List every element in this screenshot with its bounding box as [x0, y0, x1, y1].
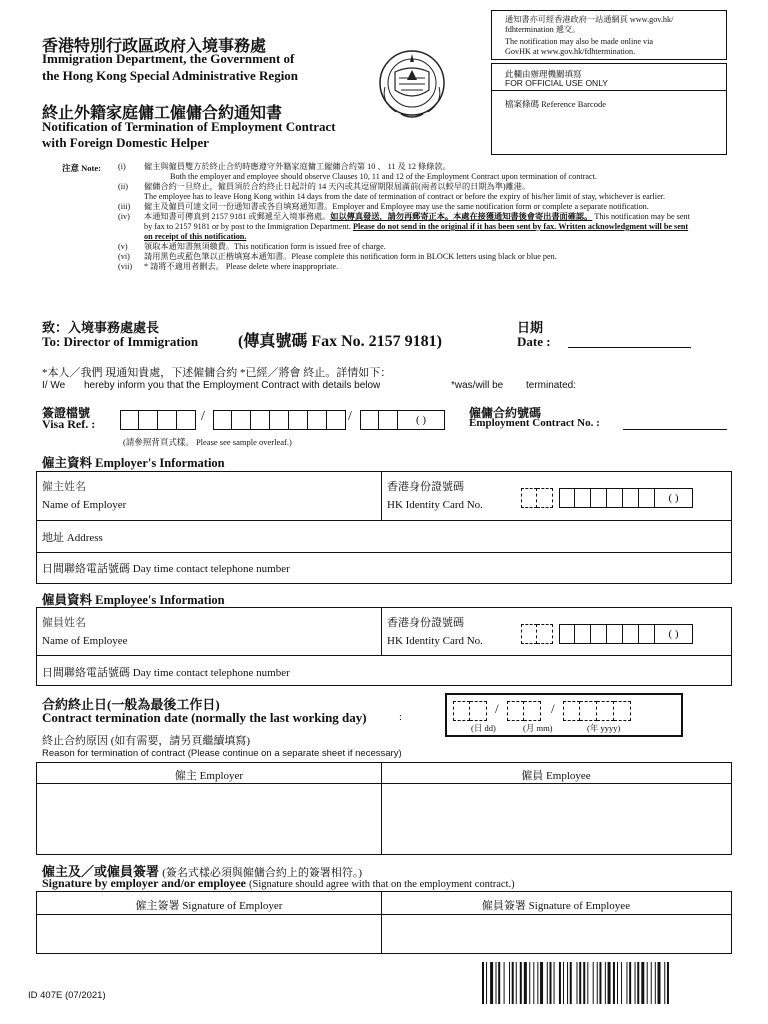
inform-statement-en1: I/ We — [42, 380, 66, 391]
online-note-en2: GovHK at www.gov.hk/fdhtermination. — [505, 47, 636, 56]
termination-date-colon: : — [399, 711, 403, 723]
fax-number: (傳真號碼 Fax No. 2157 9181) — [238, 333, 442, 350]
online-note-zh1: 通知書亦可經香港政府一站通網頁 www.gov.hk/ — [505, 15, 674, 24]
employer-address-field[interactable] — [117, 526, 717, 546]
signature-employee-header: 僱員簽署 Signature of Employee — [481, 900, 631, 912]
form-id: ID 407E (07/2021) — [28, 990, 106, 1001]
visa-ref-label-en: Visa Ref. : — [42, 417, 96, 431]
date-separator: / — [551, 701, 555, 716]
notes-label: 注意 Note: — [62, 163, 101, 173]
visa-ref-part1[interactable] — [120, 410, 196, 430]
employer-hkid-label-en: HK Identity Card No. — [387, 499, 483, 511]
employer-name-field[interactable] — [157, 494, 372, 512]
visa-ref-separator: / — [201, 409, 205, 424]
day-hint: (日 dd) — [471, 723, 496, 733]
employer-section-heading: 僱主資料 Employer's Information — [42, 456, 225, 470]
signature-heading-en: Signature by employer and/or employee (Signature should agree with that on the employment contract.) — [42, 876, 515, 890]
month-hint: (月 mm) — [523, 723, 553, 733]
employer-info-table — [36, 471, 732, 584]
termination-year[interactable] — [563, 701, 631, 721]
official-use-zh: 此欄由辦理機關填寫 — [505, 69, 582, 79]
online-note-en1: The notification may also be made online via — [505, 37, 654, 46]
reason-label-zh: 終止合約原因 (如有需要，請另頁繼續填寫) — [42, 735, 251, 747]
visa-ref-part2[interactable] — [213, 410, 346, 430]
department-name-chinese: 香港特別行政區政府入境事務處 — [42, 38, 267, 55]
inform-statement-en2: hereby inform you that the Employment Contract with details below — [84, 380, 381, 391]
employee-phone-label: 日間聯絡電話號碼 Day time contact telephone number — [42, 667, 290, 679]
contract-no-label-en: Employment Contract No. : — [469, 417, 600, 429]
employee-hkid-label-zh: 香港身份證號碼 — [387, 617, 464, 629]
hksar-emblem-icon — [371, 42, 453, 124]
reference-barcode-label: 檔案條碼 Reference Barcode — [505, 99, 607, 109]
contract-no-field[interactable] — [623, 428, 727, 430]
note-item: (ii) 僱傭合約一旦終止，僱員須於合約終止日起計的 14 天內或其逗留期限屆滿前(兩者以較早的日期為準)離港。 — [118, 182, 531, 191]
employee-name-label-en: Name of Employee — [42, 635, 128, 647]
employee-signature-field[interactable] — [384, 916, 728, 951]
department-name-english-line1: Immigration Department, the Government of — [42, 51, 295, 66]
termination-date-label-zh: 合約終止日(一般為最後工作日) — [42, 697, 220, 712]
employer-name-label-en: Name of Employer — [42, 499, 127, 511]
visa-ref-separator: / — [348, 409, 352, 424]
note-item: (iv) 本通知書可傳真到 2157 9181 或郵遞至入境事務處。如以傳真發送，請勿再郵寄正本。本處在接獲通知書後會寄出書面確認。 This notification may be sent by fax to 2157 9181 or by post to the Immigration Department. Please do not send in the original if it has been sent by fax. Written acknowledgment will be sent on receipt of this notification. — [118, 212, 690, 241]
employer-signature-field[interactable] — [39, 916, 379, 951]
date-label-zh: 日期 — [517, 320, 544, 335]
note-item: (vii) * 請將不適用者刪去。 Please delete where inappropriate. — [118, 262, 339, 271]
form-barcode-icon — [482, 962, 732, 1004]
employer-phone-field[interactable] — [337, 557, 717, 577]
termination-date-label-en: Contract termination date (normally the last working day) — [42, 710, 367, 725]
termination-month[interactable] — [507, 701, 541, 721]
employee-name-label-zh: 僱員姓名 — [42, 617, 86, 629]
employer-hkid-label-zh: 香港身份證號碼 — [387, 481, 464, 493]
employee-phone-field[interactable] — [337, 661, 717, 681]
department-name-english-line2: the Hong Kong Special Administrative Region — [42, 68, 299, 83]
employee-hkid-field[interactable]: ( ) — [521, 624, 693, 644]
online-note-zh2: fdhtermination 遞交。 — [505, 25, 581, 34]
form-title-chinese: 終止外籍家庭傭工僱傭合約通知書 — [42, 105, 283, 122]
note-item: (i) 僱主與僱員雙方於終止合約時應遵守外籍家庭傭工僱傭合約第 10 、 11 及 12 條條款。 — [118, 162, 451, 171]
reason-table — [36, 762, 732, 855]
contract-no-label-zh: 僱傭合約號碼 — [469, 406, 542, 420]
form-title-english-line1: Notification of Termination of Employment Contract — [42, 119, 336, 134]
date-field[interactable] — [568, 346, 691, 348]
employee-name-field[interactable] — [157, 630, 372, 648]
signature-heading-zh: 僱主及／或僱員簽署 (簽名式樣必須與僱傭合約上的簽署相符。) — [42, 864, 363, 879]
termination-date-field[interactable] — [445, 693, 683, 737]
form-title-english-line2: with Foreign Domestic Helper — [42, 135, 209, 150]
inform-statement-en3: *was/will be — [451, 380, 504, 391]
employee-hkid-label-en: HK Identity Card No. — [387, 635, 483, 647]
online-submission-box — [491, 10, 727, 60]
inform-statement-zh: *本人／我們 現通知貴處，下述僱傭合約 *已經／將會 終止。詳情如下： — [42, 367, 392, 379]
note-item: (iii) 僱主及僱員可達文同一份通知書或各自填寫通知書。Employer and Employee may use the same notification form or complete a separate notification. — [118, 202, 649, 211]
to-director-en: To: Director of Immigration — [42, 334, 199, 349]
signature-table — [36, 891, 732, 954]
reason-employer-header: 僱主 Employer — [174, 770, 244, 782]
employer-hkid-field[interactable]: ( ) — [521, 488, 693, 508]
termination-day[interactable] — [453, 701, 487, 721]
employer-name-label-zh: 僱主姓名 — [42, 481, 86, 493]
visa-ref-sample-note: (請參照背頁式樣。 Please see sample overleaf.) — [123, 437, 292, 447]
official-use-box — [491, 63, 727, 155]
notes-list: (i) 僱主與僱員雙方於終止合約時應遵守外籍家庭傭工僱傭合約第 10 、 11 及 12 條條款。 Both the employer and employee should observe Clauses 10, 11 and 12 of the Employment Contract upon termination of contract. (ii) 僱傭合約一旦終止，僱員須於合約終止日起計的 14 天內或其逗留期限屆滿前(兩者以較早的日期為準)離港。 The employee has to leave Hong Kong within 14 days from the date of termination of contract or before the expiry of his/her limit of stay, whichever is earlier. (iii) 僱主及僱員可達文同一份通知書或各自填寫通知書。Employer and Employee may use the same notification form or complete a separate notification. (iv) 本通知書可傳真到 2157 9181 或郵遞至入境事務處。如以傳真發送，請勿再郵寄正本。本處在接獲通知書後會寄出書面確認。 This notification may be sent by fax to 2157 9181 or by post to the Immigration Department. Please do not send in the original if it has been sent by fax. Written acknowledgment will be sent on receipt of this notification. (v) 領取本通知書無須繳費。This notification form is issued free of charge. (vi) 請用黑色或藍色筆以正楷填寫本通知書。Please complete this notification form in BLOCK letters using black or blue pen. (vii) * 請將不適用者刪去。 Please delete where inappropriate. — [118, 162, 698, 272]
employer-address-label: 地址 Address — [42, 532, 103, 544]
official-use-en: FOR OFFICIAL USE ONLY — [505, 78, 608, 88]
employee-section-heading: 僱員資料 Employee's Information — [42, 593, 225, 607]
inform-statement-en4: terminated: — [526, 380, 577, 391]
reason-label-en: Reason for termination of contract (Please continue on a separate sheet if necessary) — [42, 748, 402, 759]
visa-ref-part3[interactable]: ( ) — [360, 410, 445, 430]
date-separator: / — [495, 701, 499, 716]
visa-ref-label-zh: 簽證檔號 — [42, 406, 91, 420]
year-hint: (年 yyyy) — [587, 723, 621, 733]
note-item: (v) 領取本通知書無須繳費。This notification form is issued free of charge. — [118, 242, 386, 251]
to-director-zh: 致：入境事務處處長 — [42, 320, 160, 335]
reason-employee-field[interactable] — [384, 785, 728, 851]
employee-info-table — [36, 607, 732, 686]
date-label-en: Date : — [517, 334, 551, 349]
employer-phone-label: 日間聯絡電話號碼 Day time contact telephone number — [42, 563, 290, 575]
reason-employee-header: 僱員 Employee — [521, 770, 591, 782]
reason-employer-field[interactable] — [39, 785, 379, 851]
signature-employer-header: 僱主簽署 Signature of Employer — [135, 900, 283, 912]
note-item: (vi) 請用黑色或藍色筆以正楷填寫本通知書。Please complete this notification form in BLOCK letters using black or blue pen. — [118, 252, 557, 261]
